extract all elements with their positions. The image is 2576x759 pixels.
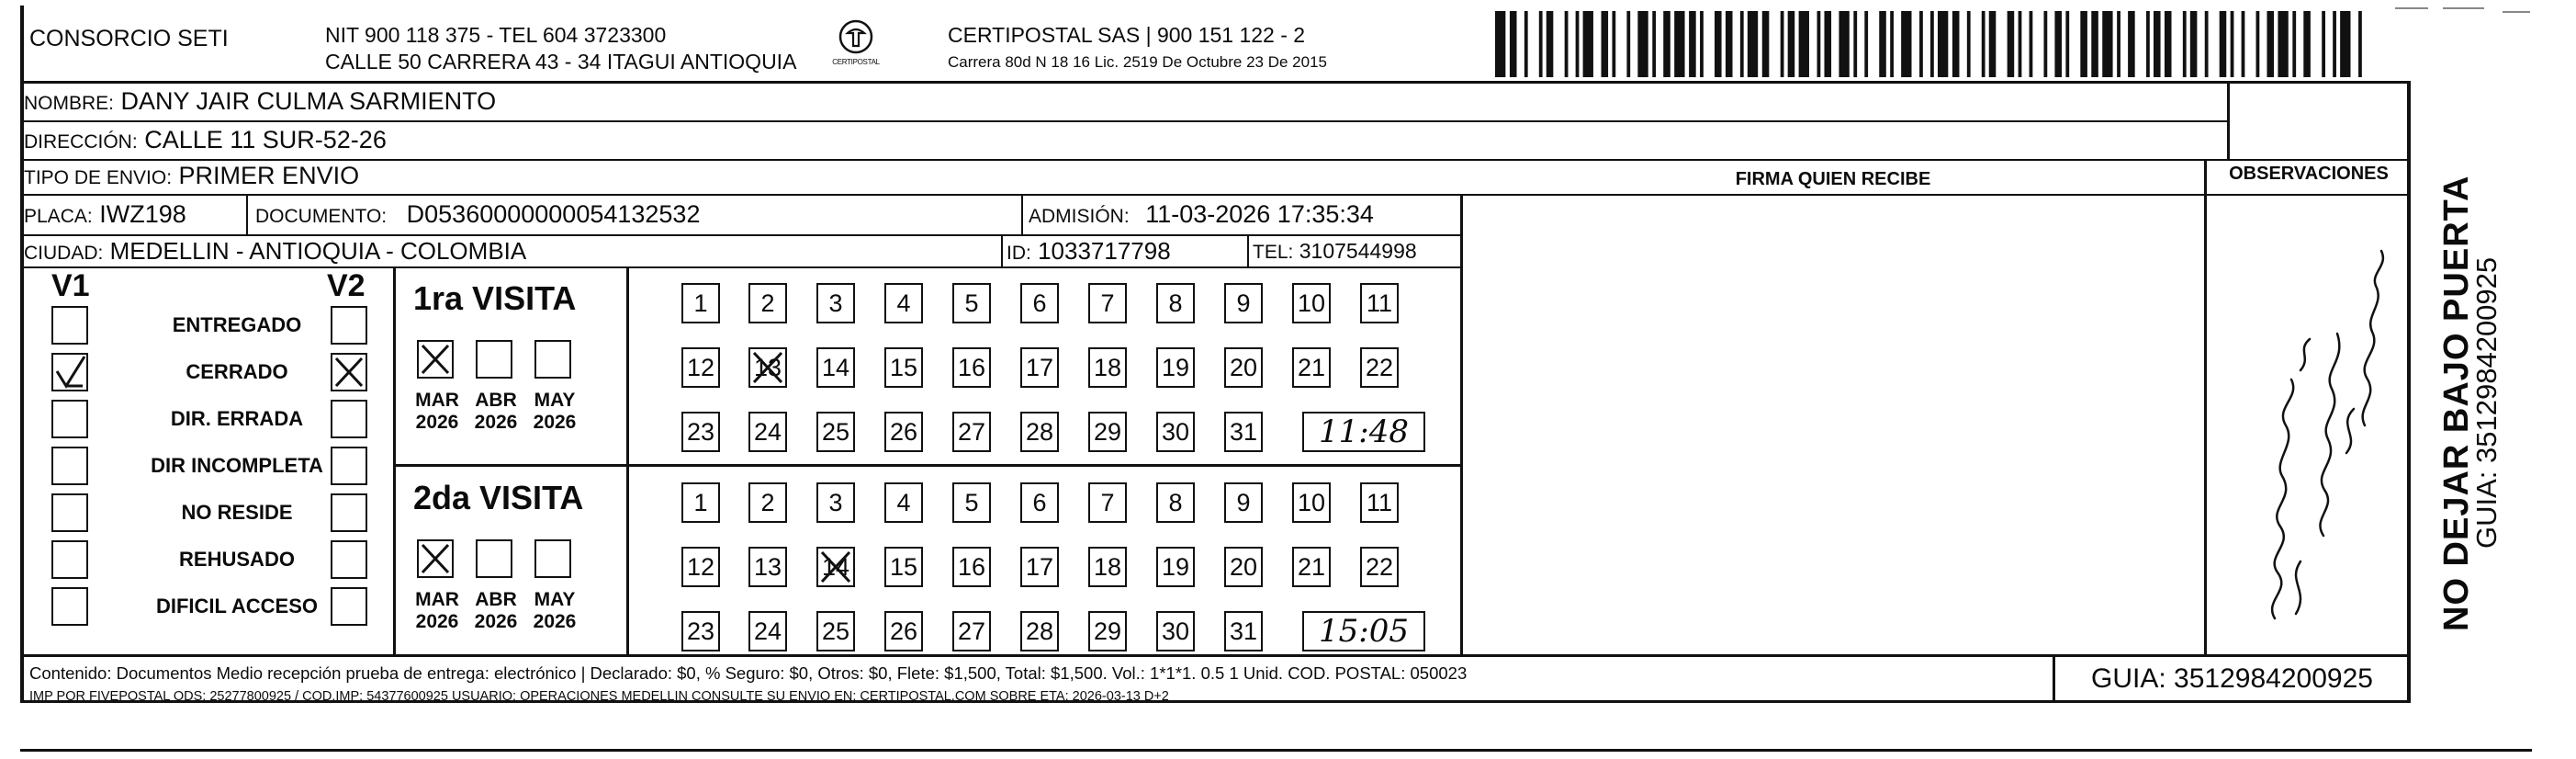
v1-checkbox-entregado[interactable] <box>51 306 88 345</box>
day-box-16[interactable]: 16 <box>952 347 991 388</box>
day-box-29[interactable]: 29 <box>1088 611 1127 651</box>
day-box-20[interactable]: 20 <box>1224 547 1263 587</box>
barcode-bar <box>1726 11 1733 77</box>
corner-mark <box>2395 7 2428 9</box>
barcode-bar <box>1839 11 1849 77</box>
barcode-bar <box>2267 11 2274 77</box>
barcode-graphic <box>1495 11 2369 77</box>
barcode-bar <box>2080 11 2087 77</box>
divider <box>246 194 248 234</box>
side-warning-column <box>2410 80 2476 631</box>
carrier-name: CERTIPOSTAL SAS | 900 151 122 - 2 <box>948 23 1306 47</box>
x-mark-icon <box>419 541 452 576</box>
year-label: 2026 <box>415 412 459 433</box>
day-box-29[interactable]: 29 <box>1088 412 1127 452</box>
tipo-envio-label: TIPO DE ENVIO: <box>24 167 173 188</box>
v1-header: V1 <box>51 268 90 303</box>
year-label: 2026 <box>474 611 518 632</box>
barcode-bar <box>2292 11 2296 77</box>
day-box-12[interactable]: 12 <box>681 547 720 587</box>
day-box-7[interactable]: 7 <box>1088 283 1127 323</box>
barcode-bar <box>2242 11 2245 77</box>
day-box-6[interactable]: 6 <box>1020 283 1059 323</box>
barcode-bar <box>2054 11 2062 77</box>
month-may <box>531 390 579 434</box>
barcode-bar <box>1700 11 1704 77</box>
day-box-23[interactable]: 23 <box>681 611 720 651</box>
month-checkbox-abr[interactable] <box>476 340 512 379</box>
day-box-9[interactable]: 9 <box>1224 482 1263 523</box>
barcode-bar <box>1781 11 1784 77</box>
day-box-21[interactable]: 21 <box>1292 547 1331 587</box>
divider <box>1001 236 1003 266</box>
v1-checkbox-cerrado[interactable] <box>51 353 88 391</box>
day-box-5[interactable]: 5 <box>952 283 991 323</box>
row-line <box>20 266 1462 268</box>
barcode-bar <box>2205 11 2209 77</box>
day-box-15[interactable]: 15 <box>884 347 923 388</box>
barcode-bar <box>1524 11 1528 77</box>
observaciones-header: OBSERVACIONES <box>2229 164 2389 184</box>
status-label: CERRADO <box>186 360 288 383</box>
barcode-bar <box>2117 11 2120 77</box>
barcode-bar <box>1510 11 1517 77</box>
day-box-4[interactable]: 4 <box>884 283 923 323</box>
row-placa <box>24 200 186 229</box>
status-label: ENTREGADO <box>172 313 302 336</box>
month-checkbox-mar[interactable] <box>417 539 454 578</box>
logo-text: CERTIPOSTAL <box>832 58 880 66</box>
barcode-bar <box>1930 11 1934 77</box>
day-box-27[interactable]: 27 <box>952 412 991 452</box>
side-guia-column <box>2461 80 2507 558</box>
month-checkbox-may[interactable] <box>534 539 571 578</box>
day-box-17[interactable]: 17 <box>1020 347 1059 388</box>
barcode-bar <box>1989 11 1997 77</box>
x-mark-icon <box>750 349 785 386</box>
barcode-bar <box>1748 11 1758 77</box>
barcode-bar <box>2231 11 2234 77</box>
barcode-bar <box>2146 11 2150 77</box>
barcode-bar <box>1817 11 1821 77</box>
row-admision <box>1029 200 1374 229</box>
barcode-bar <box>2065 11 2069 77</box>
barcode-bar <box>1919 11 1923 77</box>
day-box-26[interactable]: 26 <box>884 611 923 651</box>
v1-checkbox-dir-errada[interactable] <box>51 400 88 438</box>
v1-checkbox-dificil-acceso[interactable] <box>51 587 88 626</box>
day-box-13[interactable]: 13 <box>748 547 787 587</box>
side-guia: GUIA: 3512984200925 <box>2470 256 2503 549</box>
barcode-bar <box>2322 11 2325 77</box>
v2-checkbox-rehusado[interactable] <box>331 540 367 579</box>
barcode-bar <box>1982 11 1985 77</box>
visit-title: 1ra VISITA <box>413 279 577 317</box>
barcode-bar <box>2220 11 2227 77</box>
id-value: 1033717798 <box>1038 237 1171 265</box>
day-box-17[interactable]: 17 <box>1020 547 1059 587</box>
company-nit-tel: NIT 900 118 375 - TEL 604 3723300 <box>325 23 667 47</box>
month-label: ABR <box>475 589 517 610</box>
day-box-8[interactable]: 8 <box>1156 283 1195 323</box>
row-tipo-envio <box>24 162 359 190</box>
barcode-bar <box>1952 11 1960 77</box>
row-line <box>20 234 1462 236</box>
v2-checkbox-dir-incompleta[interactable] <box>331 447 367 485</box>
row-line <box>20 120 2227 122</box>
day-box-28[interactable]: 28 <box>1020 412 1059 452</box>
visit-time[interactable]: 15:05 <box>1302 611 1425 651</box>
day-box-9[interactable]: 9 <box>1224 283 1263 323</box>
barcode-bar <box>2278 11 2288 77</box>
barcode-bar <box>2190 11 2198 77</box>
barcode-bar <box>2183 11 2187 77</box>
direccion-label: DIRECCIÓN: <box>24 131 138 153</box>
status-label: DIR. ERRADA <box>170 407 304 430</box>
month-checkbox-may[interactable] <box>534 340 571 379</box>
barcode-bar <box>2358 11 2362 77</box>
placa-value: IWZ198 <box>99 200 186 228</box>
tel-label: TEL: <box>1253 242 1294 263</box>
year-label: 2026 <box>415 611 459 632</box>
status-label: REHUSADO <box>179 548 295 571</box>
v2-checkbox-dificil-acceso[interactable] <box>331 587 367 626</box>
year-label: 2026 <box>533 412 577 433</box>
documento-value: D05360000000054132532 <box>406 200 701 228</box>
header-left-border <box>20 6 24 81</box>
barcode-bar <box>2154 11 2161 77</box>
documento-label: DOCUMENTO: <box>255 206 388 227</box>
status-label: DIR INCOMPLETA <box>151 454 323 477</box>
barcode-bar <box>2303 11 2311 77</box>
day-box-22[interactable]: 22 <box>1360 347 1399 388</box>
barcode-bar <box>2091 11 2098 77</box>
status-label: DIFICIL ACCESO <box>155 595 318 617</box>
firma-left-border <box>1460 194 1463 656</box>
day-box-25[interactable]: 25 <box>816 412 855 452</box>
barcode-bar <box>1602 11 1609 77</box>
ciudad-value: MEDELLIN - ANTIOQUIA - COLOMBIA <box>109 237 527 265</box>
no-dejar-bajo-puerta: NO DEJAR BAJO PUERTA <box>2437 175 2476 631</box>
tel-value: 3107544998 <box>1299 239 1417 263</box>
day-box-11[interactable]: 11 <box>1360 283 1399 323</box>
visit-divider <box>393 464 1461 467</box>
day-box-26[interactable]: 26 <box>884 412 923 452</box>
footer-guia: GUIA: 3512984200925 <box>2091 663 2373 694</box>
visit-grid-left-border <box>626 266 629 656</box>
day-box-2[interactable]: 2 <box>748 482 787 523</box>
day-box-5[interactable]: 5 <box>952 482 991 523</box>
barcode-bar <box>2030 11 2033 77</box>
row-nombre <box>24 87 496 116</box>
ciudad-label: CIUDAD: <box>24 243 104 264</box>
x-mark-icon <box>419 342 452 377</box>
inner-right-border <box>2227 81 2230 160</box>
v2-checkbox-cerrado[interactable] <box>331 353 367 391</box>
v1-checkbox-rehusado[interactable] <box>51 540 88 579</box>
month-abr <box>472 390 520 434</box>
barcode-bar <box>2008 11 2015 77</box>
firma-header: FIRMA QUIEN RECIBE <box>1735 169 1931 189</box>
day-box-12[interactable]: 12 <box>681 347 720 388</box>
barcode-bar <box>1788 11 1795 77</box>
day-box-7[interactable]: 7 <box>1088 482 1127 523</box>
month-mar <box>413 390 461 434</box>
page-bottom-line <box>20 749 2532 752</box>
row-tel <box>1253 239 1417 264</box>
tipo-envio-value: PRIMER ENVIO <box>178 162 360 189</box>
x-mark-icon <box>818 549 853 585</box>
month-label: MAR <box>415 589 459 610</box>
barcode-bar <box>1637 11 1648 77</box>
row-id <box>1007 237 1171 266</box>
day-box-2[interactable]: 2 <box>748 283 787 323</box>
barcode-bar <box>1824 11 1831 77</box>
day-box-16[interactable]: 16 <box>952 547 991 587</box>
month-label: ABR <box>475 390 517 411</box>
day-box-13[interactable]: 13 <box>748 347 787 388</box>
barcode-bar <box>1547 11 1554 77</box>
barcode-bar <box>1762 11 1770 77</box>
company-name: CONSORCIO SETI <box>29 26 229 51</box>
admision-value: 11-03-2026 17:35:34 <box>1145 200 1374 228</box>
barcode-bar <box>1565 11 1569 77</box>
day-box-18[interactable]: 18 <box>1088 347 1127 388</box>
status-label: NO RESIDE <box>181 501 293 524</box>
barcode-bar <box>1715 11 1722 77</box>
day-box-6[interactable]: 6 <box>1020 482 1059 523</box>
month-label: MAR <box>415 390 459 411</box>
nombre-value: DANY JAIR CULMA SARMIENTO <box>120 87 497 115</box>
barcode-bar <box>1740 11 1744 77</box>
v2-header: V2 <box>327 268 366 303</box>
v2-checkbox-entregado[interactable] <box>331 306 367 345</box>
status-right-border <box>393 266 396 656</box>
handwritten-note-icon <box>2209 196 2409 653</box>
barcode-bar <box>2043 11 2047 77</box>
certipostal-logo-icon <box>831 18 881 55</box>
check-mark-icon <box>53 355 86 390</box>
day-box-28[interactable]: 28 <box>1020 611 1059 651</box>
month-checkbox-abr[interactable] <box>476 539 512 578</box>
observaciones-area <box>2209 196 2409 653</box>
v2-checkbox-dir-errada[interactable] <box>331 400 367 438</box>
day-box-31[interactable]: 31 <box>1224 611 1263 651</box>
day-box-19[interactable]: 19 <box>1156 547 1195 587</box>
v1-checkbox-no-reside[interactable] <box>51 493 88 532</box>
corner-mark <box>2443 7 2484 9</box>
row-direccion <box>24 126 387 154</box>
day-box-3[interactable]: 3 <box>816 482 855 523</box>
day-box-11[interactable]: 11 <box>1360 482 1399 523</box>
barcode-bar <box>1674 11 1684 77</box>
day-box-30[interactable]: 30 <box>1156 412 1195 452</box>
row-documento <box>255 200 700 229</box>
day-box-31[interactable]: 31 <box>1224 412 1263 452</box>
barcode-bar <box>2256 11 2260 77</box>
day-box-21[interactable]: 21 <box>1292 347 1331 388</box>
x-mark-icon <box>332 355 366 390</box>
visit-time[interactable]: 11:48 <box>1302 412 1425 452</box>
divider <box>1247 236 1249 266</box>
day-box-20[interactable]: 20 <box>1224 347 1263 388</box>
v2-checkbox-no-reside[interactable] <box>331 493 367 532</box>
barcode-bar <box>1853 11 1857 77</box>
barcode-bar <box>2019 11 2022 77</box>
footer-contenido: Contenido: Documentos Medio recepción prueba de entrega: electrónico | Declarado: $0, % Seguro: $0, Otros: $0, Flete: $1,500, Total: $1,500. Vol.: 1*1*1. 0.5 1 Unid. COD. POSTAL: 050023 <box>29 663 1468 683</box>
day-box-14[interactable]: 14 <box>816 347 855 388</box>
barcode-bar <box>1967 11 1971 77</box>
day-box-15[interactable]: 15 <box>884 547 923 587</box>
barcode-bar <box>1879 11 1886 77</box>
nombre-label: NOMBRE: <box>24 93 115 114</box>
month-checkbox-mar[interactable] <box>417 340 454 379</box>
day-box-14[interactable]: 14 <box>816 547 855 587</box>
day-box-3[interactable]: 3 <box>816 283 855 323</box>
month-label: MAY <box>534 390 576 411</box>
month-label: MAY <box>534 589 576 610</box>
direccion-value: CALLE 11 SUR-52-26 <box>144 126 387 153</box>
barcode-bar <box>1652 11 1656 77</box>
day-box-4[interactable]: 4 <box>884 482 923 523</box>
month-abr <box>472 589 520 633</box>
barcode-bar <box>1689 11 1696 77</box>
day-box-22[interactable]: 22 <box>1360 547 1399 587</box>
day-box-30[interactable]: 30 <box>1156 611 1195 651</box>
day-box-23[interactable]: 23 <box>681 412 720 452</box>
day-box-24[interactable]: 24 <box>748 412 787 452</box>
month-mar <box>413 589 461 633</box>
carrier-license: Carrera 80d N 18 16 Lic. 2519 De Octubre 23 De 2015 <box>948 53 1327 71</box>
barcode-bar <box>1864 11 1868 77</box>
barcode-bar <box>2128 11 2135 77</box>
day-box-1[interactable]: 1 <box>681 482 720 523</box>
company-address: CALLE 50 CARRERA 43 - 34 ITAGUI ANTIOQUIA <box>325 50 797 74</box>
barcode-bar <box>1495 11 1505 77</box>
year-label: 2026 <box>533 611 577 632</box>
barcode-bar <box>1626 11 1630 77</box>
barcode-bar <box>1901 11 1911 77</box>
barcode <box>1495 11 2369 77</box>
barcode-bar <box>2102 11 2112 77</box>
day-box-10[interactable]: 10 <box>1292 283 1331 323</box>
day-box-10[interactable]: 10 <box>1292 482 1331 523</box>
day-box-1[interactable]: 1 <box>681 283 720 323</box>
id-label: ID: <box>1007 243 1031 264</box>
barcode-bar <box>1583 11 1593 77</box>
divider <box>1021 196 1023 234</box>
corner-mark <box>2503 11 2530 13</box>
observaciones-left-border <box>2204 159 2207 656</box>
row-ciudad <box>24 237 526 266</box>
barcode-bar <box>2340 11 2350 77</box>
day-box-24[interactable]: 24 <box>748 611 787 651</box>
day-box-19[interactable]: 19 <box>1156 347 1195 388</box>
barcode-bar <box>1890 11 1894 77</box>
day-box-18[interactable]: 18 <box>1088 547 1127 587</box>
barcode-bar <box>1799 11 1809 77</box>
placa-label: PLACA: <box>24 206 93 227</box>
barcode-bar <box>1938 11 1948 77</box>
admision-label: ADMISIÓN: <box>1029 206 1130 227</box>
day-box-8[interactable]: 8 <box>1156 482 1195 523</box>
barcode-bar <box>2333 11 2336 77</box>
footer-imp: IMP POR FIVEPOSTAL ODS: 25277800925 / COD.IMP: 54377600925 USUARIO: OPERACIONES MEDELLIN CONSULTE SU ENVIO EN: CERTIPOSTAL.COM SOBRE ETA: 2026-03-13 D+2 <box>29 689 1169 704</box>
certipostal-logo <box>831 18 881 74</box>
visit-title: 2da VISITA <box>413 479 584 516</box>
year-label: 2026 <box>474 412 518 433</box>
barcode-bar <box>1612 11 1615 77</box>
barcode-bar <box>1576 11 1580 77</box>
firma-header-top2 <box>1460 159 2411 161</box>
month-may <box>531 589 579 633</box>
day-box-25[interactable]: 25 <box>816 611 855 651</box>
barcode-bar <box>1663 11 1670 77</box>
form-top-border <box>20 81 2411 84</box>
barcode-bar <box>1539 11 1543 77</box>
barcode-bar <box>2165 11 2172 77</box>
day-box-27[interactable]: 27 <box>952 611 991 651</box>
v1-checkbox-dir-incompleta[interactable] <box>51 447 88 485</box>
